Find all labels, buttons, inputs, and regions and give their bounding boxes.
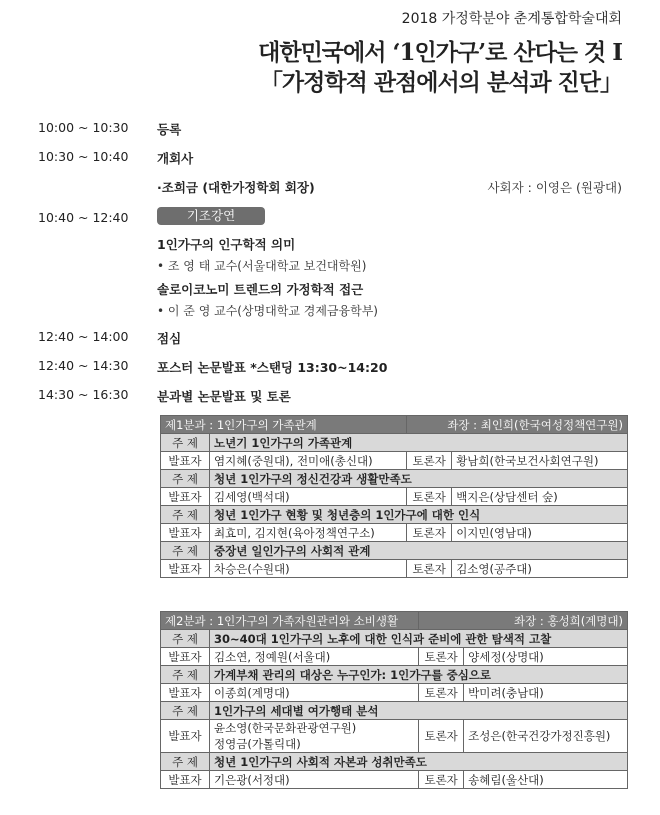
program-item: 개회사 <box>157 151 194 166</box>
presenter-name: 정영금(가톨릭대) <box>214 737 301 751</box>
topic-label: 주 제 <box>161 666 210 684</box>
keynote-title: 솔로이코노미 트렌드의 가정학적 접근 <box>157 282 364 297</box>
opening-speaker: ·조희금 (대한가정학회 회장) <box>157 180 315 195</box>
topic-label: 주 제 <box>161 506 210 524</box>
discussant-label: 토론자 <box>407 560 452 578</box>
conference-name: 2018 가정학분야 춘계통합학술대회 <box>401 11 622 27</box>
time-slot: 10:40 ~ 12:40 <box>38 210 129 225</box>
topic-title: 가계부채 관리의 대상은 누구인가: 1인가구를 중심으로 <box>210 666 628 684</box>
presenter-label: 발표자 <box>161 560 210 578</box>
program-item: 점심 <box>157 331 182 346</box>
page-title: 대한민국에서 ‘1인가구’로 산다는 것 I <box>258 39 622 66</box>
time-slot: 12:40 ~ 14:00 <box>38 329 129 344</box>
presenter-label: 발표자 <box>161 524 210 542</box>
discussant: 이지민(영남대) <box>452 524 628 542</box>
presenter: 이종희(계명대) <box>210 684 419 702</box>
presenter: 차승은(수원대) <box>210 560 407 578</box>
program-item: 포스터 논문발표 *스탠딩 13:30~14:20 <box>157 360 388 375</box>
topic-label: 주 제 <box>161 434 210 452</box>
discussant-label: 토론자 <box>419 771 464 789</box>
time-slot: 14:30 ~ 16:30 <box>38 387 129 402</box>
program-item: 분과별 논문발표 및 토론 <box>157 389 291 404</box>
keynote-speaker: • 조 영 태 교수(서울대학교 보건대학원) <box>157 259 367 273</box>
topic-label: 주 제 <box>161 753 210 771</box>
discussant-label: 토론자 <box>419 720 464 753</box>
discussant: 박미려(충남대) <box>464 684 628 702</box>
presenter-name: 윤소영(한국문화관광연구원) <box>214 721 357 735</box>
discussant-label: 토론자 <box>407 452 452 470</box>
session-1-table <box>160 415 628 578</box>
discussant-label: 토론자 <box>419 684 464 702</box>
discussant: 양세정(상명대) <box>464 648 628 666</box>
discussant: 송혜림(울산대) <box>464 771 628 789</box>
discussant-label: 토론자 <box>407 488 452 506</box>
presenter <box>210 720 419 753</box>
session-name: 제2분과 : 1인가구의 가족자원관리와 소비생활 <box>161 612 419 630</box>
topic-label: 주 제 <box>161 702 210 720</box>
page-subtitle: 「가정학적 관점에서의 분석과 진단」 <box>259 69 622 96</box>
discussant: 김소영(공주대) <box>452 560 628 578</box>
session-chair: 좌장 : 홍성희(계명대) <box>419 612 628 630</box>
topic-title: 중장년 일인가구의 사회적 관계 <box>210 542 628 560</box>
moderator: 사회자 : 이영은 (원광대) <box>487 180 622 195</box>
presenter: 최효미, 김지현(육아정책연구소) <box>210 524 407 542</box>
presenter: 김소연, 정예원(서울대) <box>210 648 419 666</box>
presenter-label: 발표자 <box>161 684 210 702</box>
keynote-badge: 기조강연 <box>157 207 265 225</box>
topic-label: 주 제 <box>161 630 210 648</box>
discussant: 황남희(한국보건사회연구원) <box>452 452 628 470</box>
program-item: 등록 <box>157 122 182 137</box>
topic-label: 주 제 <box>161 542 210 560</box>
topic-title: 30~40대 1인가구의 노후에 대한 인식과 준비에 관한 탐색적 고찰 <box>210 630 628 648</box>
presenter-label: 발표자 <box>161 648 210 666</box>
discussant: 백지은(상담센터 숲) <box>452 488 628 506</box>
presenter-label: 발표자 <box>161 452 210 470</box>
session-name: 제1분과 : 1인가구의 가족관계 <box>161 416 407 434</box>
time-slot: 12:40 ~ 14:30 <box>38 358 129 373</box>
discussant-label: 토론자 <box>419 648 464 666</box>
topic-title: 청년 1인가구의 정신건강과 생활만족도 <box>210 470 628 488</box>
topic-title: 1인가구의 세대별 여가행태 분석 <box>210 702 628 720</box>
presenter: 염지혜(중원대), 전미애(총신대) <box>210 452 407 470</box>
time-slot: 10:00 ~ 10:30 <box>38 120 129 135</box>
session-chair: 좌장 : 최인희(한국여성정책연구원) <box>407 416 628 434</box>
discussant: 조성은(한국건강가정진흥원) <box>464 720 628 753</box>
presenter-label: 발표자 <box>161 771 210 789</box>
keynote-speaker: • 이 준 영 교수(상명대학교 경제금융학부) <box>157 304 378 318</box>
presenter-label: 발표자 <box>161 488 210 506</box>
presenter: 김세영(백석대) <box>210 488 407 506</box>
time-slot: 10:30 ~ 10:40 <box>38 149 129 164</box>
keynote-title: 1인가구의 인구학적 의미 <box>157 237 296 252</box>
topic-label: 주 제 <box>161 470 210 488</box>
topic-title: 청년 1인가구의 사회적 자본과 성취만족도 <box>210 753 628 771</box>
topic-title: 청년 1인가구 현황 및 청년층의 1인가구에 대한 인식 <box>210 506 628 524</box>
topic-title: 노년기 1인가구의 가족관계 <box>210 434 628 452</box>
presenter: 기은광(서정대) <box>210 771 419 789</box>
discussant-label: 토론자 <box>407 524 452 542</box>
session-2-table <box>160 611 628 789</box>
presenter-label: 발표자 <box>161 720 210 753</box>
